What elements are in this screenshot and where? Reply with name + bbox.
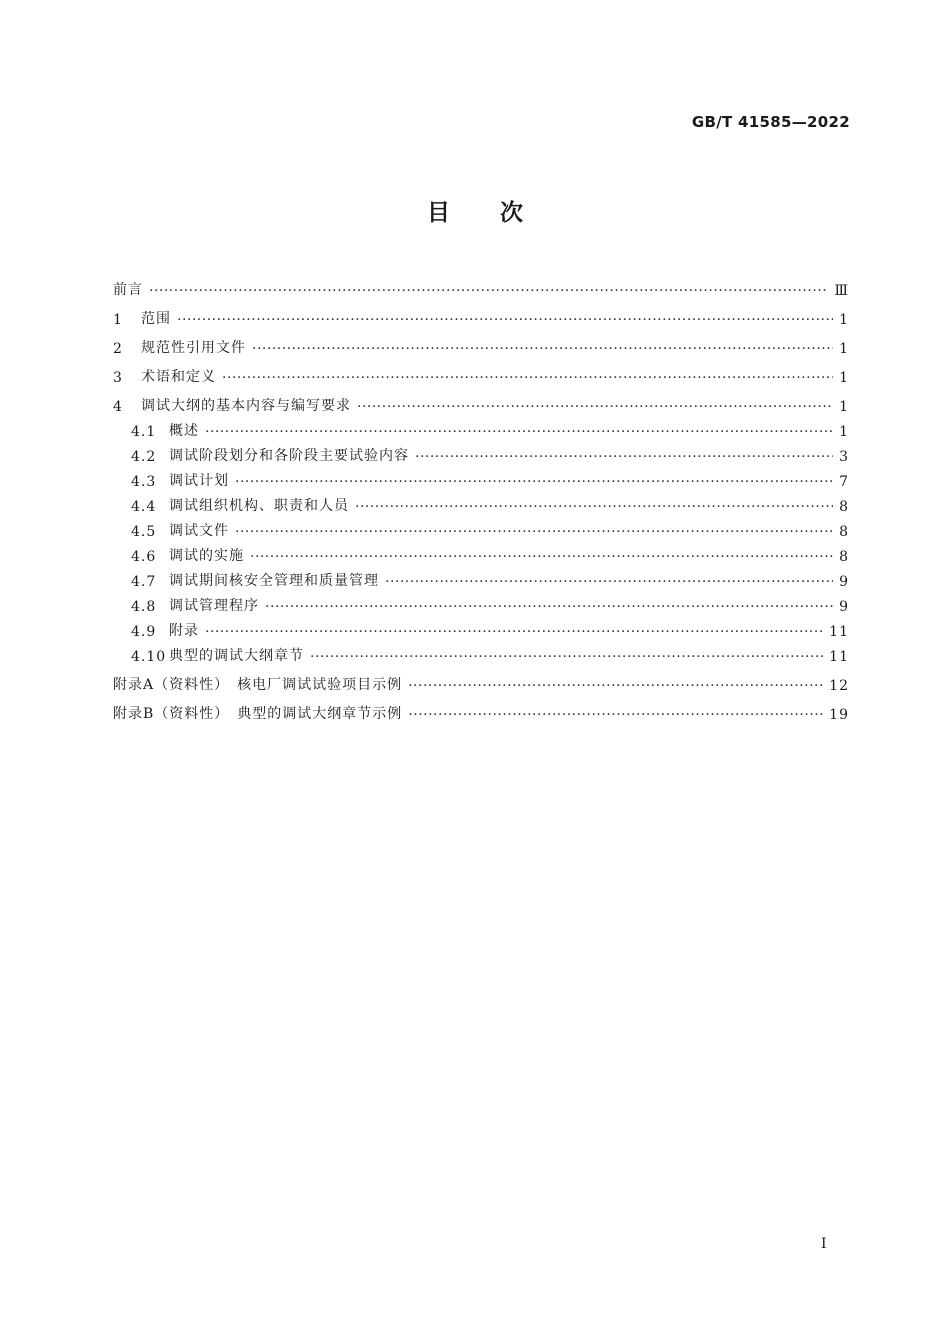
toc-entry-page: 7	[839, 474, 849, 490]
toc-entry-label: 调试组织机构、职责和人员	[169, 498, 349, 514]
page-title	[0, 194, 950, 227]
toc-entry-page: 19	[829, 707, 849, 723]
toc-entry-page: 8	[839, 524, 849, 540]
toc-subentry[interactable]	[113, 465, 849, 490]
toc-subentry[interactable]	[113, 590, 849, 615]
toc-entry-number: 1	[113, 312, 123, 328]
toc-entry-page: 11	[829, 624, 849, 640]
leader-dots	[177, 312, 833, 328]
toc-entry-label: 附录A（资料性） 核电厂调试试验项目示例	[113, 677, 403, 693]
toc-entry-label: 规范性引用文件	[141, 340, 246, 356]
leader-dots	[357, 399, 833, 415]
toc-entry-label: 调试管理程序	[169, 598, 259, 614]
toc-entry-label: 调试阶段划分和各阶段主要试验内容	[169, 448, 409, 464]
toc-entry-page: 1	[839, 424, 849, 440]
toc-entry-page: 1	[839, 312, 849, 328]
leader-dots	[222, 370, 833, 386]
standard-code: GB/T 41585—2022	[691, 113, 850, 131]
leader-dots	[408, 707, 823, 723]
toc-entry-number: 4.2	[131, 449, 157, 465]
toc-entry-page: Ⅲ	[834, 283, 849, 299]
toc-entry-number: 4	[113, 399, 123, 415]
toc-entry-label: 调试期间核安全管理和质量管理	[169, 573, 379, 589]
toc-entry-label: 调试计划	[169, 473, 229, 489]
toc-entry-label: 典型的调试大纲章节	[169, 648, 304, 664]
toc-entry-label: 范围	[141, 311, 171, 327]
toc-entry[interactable]	[113, 665, 849, 694]
toc-entry-page: 9	[839, 574, 849, 590]
toc-entry-page: 1	[839, 341, 849, 357]
toc-entry-label: 概述	[169, 423, 199, 439]
toc-subentry[interactable]	[113, 415, 849, 440]
toc-subentry[interactable]	[113, 515, 849, 540]
toc-entry[interactable]	[113, 328, 849, 357]
toc-entry-label: 附录	[169, 623, 199, 639]
leader-dots	[265, 599, 833, 615]
toc-subentry[interactable]	[113, 540, 849, 565]
toc-entry[interactable]	[113, 694, 849, 723]
toc-entry-number: 4.4	[131, 499, 157, 515]
leader-dots	[235, 474, 833, 490]
toc-entry-label: 前言	[113, 282, 143, 298]
page-number: I	[821, 1236, 827, 1252]
toc-subentry[interactable]	[113, 565, 849, 590]
toc-entry-label: 调试文件	[169, 523, 229, 539]
title-char-2: 次	[500, 200, 523, 226]
toc-entry-page: 1	[839, 370, 849, 386]
toc-entry-number: 4.6	[131, 549, 157, 565]
toc-subentry[interactable]	[113, 640, 849, 665]
toc-entry[interactable]	[113, 386, 849, 415]
leader-dots	[250, 549, 833, 565]
leader-dots	[205, 624, 823, 640]
toc-entry-page: 12	[829, 678, 849, 694]
toc-entry[interactable]	[113, 357, 849, 386]
leader-dots	[149, 283, 828, 299]
leader-dots	[235, 524, 833, 540]
leader-dots	[415, 449, 833, 465]
leader-dots	[252, 341, 833, 357]
toc-entry-number: 4.10	[131, 649, 167, 665]
toc-subentry[interactable]	[113, 490, 849, 515]
toc-entry-number: 4.9	[131, 624, 157, 640]
leader-dots	[408, 678, 823, 694]
leader-dots	[385, 574, 833, 590]
toc-entry-label: 调试大纲的基本内容与编写要求	[141, 398, 351, 414]
toc-entry-label: 调试的实施	[169, 548, 244, 564]
title-char-1: 目	[427, 200, 450, 226]
toc-entry-page: 3	[839, 449, 849, 465]
toc-entry-label: 术语和定义	[141, 369, 216, 385]
toc-entry-label: 附录B（资料性） 典型的调试大纲章节示例	[113, 706, 403, 722]
leader-dots	[310, 649, 823, 665]
toc-subentry[interactable]	[113, 615, 849, 640]
toc-entry-number: 4.7	[131, 574, 157, 590]
toc-entry-number: 4.3	[131, 474, 157, 490]
toc-entry[interactable]	[113, 270, 849, 299]
toc-entry-number: 2	[113, 341, 123, 357]
toc-entry-number: 4.1	[131, 424, 157, 440]
toc-entry-page: 8	[839, 499, 849, 515]
toc-subentry[interactable]	[113, 440, 849, 465]
toc-entry-number: 4.5	[131, 524, 157, 540]
toc-entry[interactable]	[113, 299, 849, 328]
table-of-contents	[113, 270, 849, 723]
leader-dots	[355, 499, 833, 515]
toc-entry-page: 11	[829, 649, 849, 665]
toc-entry-page: 8	[839, 549, 849, 565]
toc-entry-page: 9	[839, 599, 849, 615]
toc-entry-number: 4.8	[131, 599, 157, 615]
toc-entry-number: 3	[113, 370, 123, 386]
toc-entry-page: 1	[839, 399, 849, 415]
leader-dots	[205, 424, 833, 440]
